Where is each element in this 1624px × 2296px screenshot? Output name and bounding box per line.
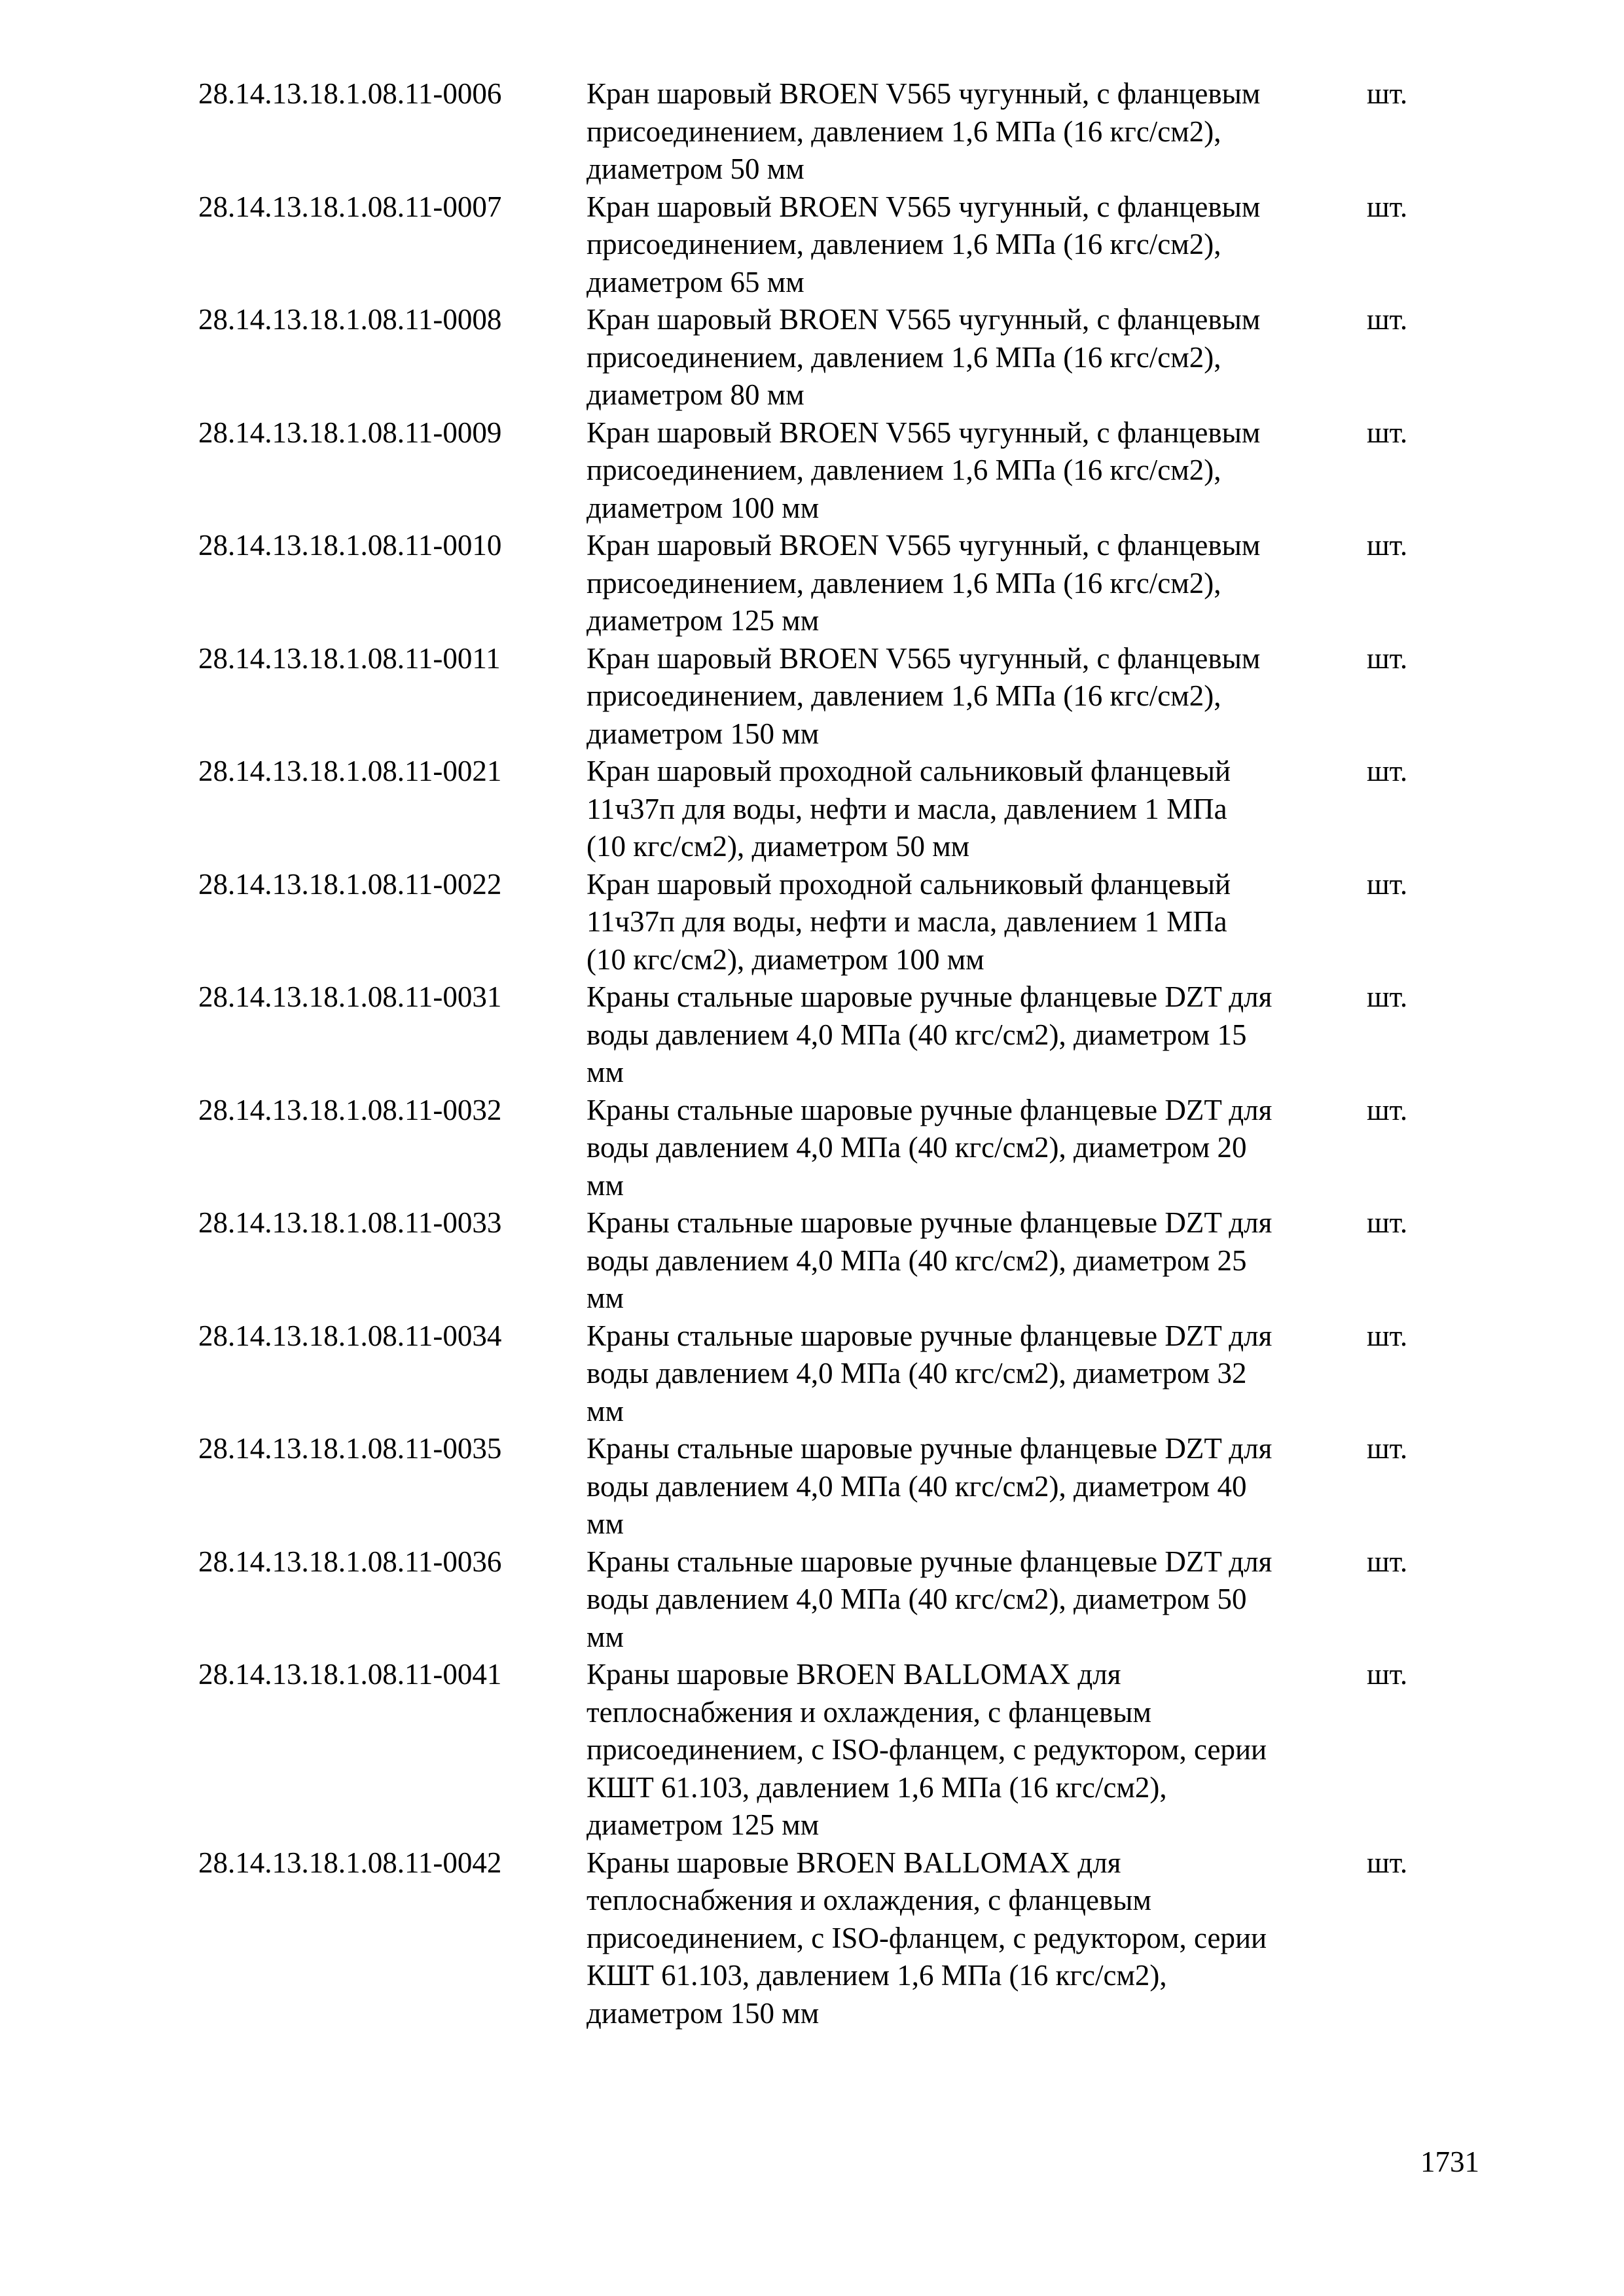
item-description: Краны стальные шаровые ручные фланцевые DZT для воды давлением 4,0 МПа (40 кгс/см2), диаметром 20 мм <box>586 1093 1272 1202</box>
item-unit: шт. <box>1367 1319 1408 1352</box>
item-description: Краны стальные шаровые ручные фланцевые DZT для воды давлением 4,0 МПа (40 кгс/см2), диаметром 40 мм <box>586 1432 1272 1540</box>
item-unit: шт. <box>1367 1658 1408 1691</box>
table-row <box>198 753 1442 866</box>
item-unit: шт. <box>1367 1545 1408 1578</box>
item-description: Краны стальные шаровые ручные фланцевые DZT для воды давлением 4,0 МПа (40 кгс/см2), диаметром 50 мм <box>586 1545 1272 1653</box>
item-description: Кран шаровый проходной сальниковый фланцевый 11ч37п для воды, нефти и масла, давлением 1 МПа (10 кгс/см2), диаметром 100 мм <box>586 867 1231 976</box>
item-unit: шт. <box>1367 416 1408 449</box>
item-unit: шт. <box>1367 1093 1408 1126</box>
item-unit: шт. <box>1367 641 1408 675</box>
item-code: 28.14.13.18.1.08.11-0033 <box>198 1206 502 1239</box>
item-unit: шт. <box>1367 1206 1408 1239</box>
table-row <box>198 1318 1442 1431</box>
item-description: Кран шаровый BROEN V565 чугунный, с фланцевым присоединением, давлением 1,6 МПа (16 кгс/см2), диаметром 80 мм <box>586 303 1261 411</box>
item-unit: шт. <box>1367 1432 1408 1465</box>
item-code: 28.14.13.18.1.08.11-0022 <box>198 867 502 901</box>
item-unit: шт. <box>1367 190 1408 223</box>
item-code: 28.14.13.18.1.08.11-0006 <box>198 77 502 110</box>
item-unit: шт. <box>1367 529 1408 562</box>
table-row <box>198 978 1442 1092</box>
item-code: 28.14.13.18.1.08.11-0007 <box>198 190 502 223</box>
item-code: 28.14.13.18.1.08.11-0021 <box>198 755 502 787</box>
item-code: 28.14.13.18.1.08.11-0009 <box>198 416 502 449</box>
item-unit: шт. <box>1367 867 1408 901</box>
item-code: 28.14.13.18.1.08.11-0036 <box>198 1545 502 1578</box>
table-row <box>198 1543 1442 1657</box>
page-number: 1731 <box>1420 2145 1479 2178</box>
table-row <box>198 188 1442 302</box>
table-row <box>198 301 1442 414</box>
item-code: 28.14.13.18.1.08.11-0031 <box>198 980 502 1013</box>
item-code: 28.14.13.18.1.08.11-0008 <box>198 303 502 336</box>
item-description: Краны стальные шаровые ручные фланцевые DZT для воды давлением 4,0 МПа (40 кгс/см2), диаметром 15 мм <box>586 980 1272 1088</box>
table-row <box>198 1844 1442 2033</box>
item-code: 28.14.13.18.1.08.11-0042 <box>198 1846 502 1879</box>
item-description: Кран шаровый BROEN V565 чугунный, с фланцевым присоединением, давлением 1,6 МПа (16 кгс/см2), диаметром 150 мм <box>586 641 1261 750</box>
item-code: 28.14.13.18.1.08.11-0035 <box>198 1432 502 1465</box>
item-unit: шт. <box>1367 303 1408 336</box>
item-code: 28.14.13.18.1.08.11-0034 <box>198 1319 502 1352</box>
item-code: 28.14.13.18.1.08.11-0041 <box>198 1658 502 1691</box>
item-description: Кран шаровый BROEN V565 чугунный, с фланцевым присоединением, давлением 1,6 МПа (16 кгс/см2), диаметром 100 мм <box>586 416 1261 524</box>
item-description: Краны стальные шаровые ручные фланцевые DZT для воды давлением 4,0 МПа (40 кгс/см2), диаметром 25 мм <box>586 1206 1272 1314</box>
item-unit: шт. <box>1367 77 1408 110</box>
item-description: Краны шаровые BROEN BALLOMAX для теплоснабжения и охлаждения, с фланцевым присоединением, с ISO-фланцем, с редуктором, серии КШТ 61.103, давлением 1,6 МПа (16 кгс/см2), диаметром 150 мм <box>586 1846 1267 2030</box>
price-list-table <box>198 75 1442 2032</box>
item-code: 28.14.13.18.1.08.11-0011 <box>198 641 501 675</box>
item-description: Кран шаровый проходной сальниковый фланцевый 11ч37п для воды, нефти и масла, давлением 1 МПа (10 кгс/см2), диаметром 50 мм <box>586 755 1231 863</box>
table-row <box>198 414 1442 528</box>
item-description: Кран шаровый BROEN V565 чугунный, с фланцевым присоединением, давлением 1,6 МПа (16 кгс/см2), диаметром 125 мм <box>586 529 1261 637</box>
table-row <box>198 640 1442 753</box>
table-row <box>198 1430 1442 1543</box>
table-row <box>198 1204 1442 1318</box>
item-description: Краны стальные шаровые ручные фланцевые DZT для воды давлением 4,0 МПа (40 кгс/см2), диаметром 32 мм <box>586 1319 1272 1427</box>
item-unit: шт. <box>1367 1846 1408 1879</box>
item-description: Кран шаровый BROEN V565 чугунный, с фланцевым присоединением, давлением 1,6 МПа (16 кгс/см2), диаметром 65 мм <box>586 190 1261 298</box>
table-row <box>198 527 1442 640</box>
item-description: Кран шаровый BROEN V565 чугунный, с фланцевым присоединением, давлением 1,6 МПа (16 кгс/см2), диаметром 50 мм <box>586 77 1261 185</box>
table-row <box>198 1092 1442 1205</box>
table-row <box>198 866 1442 979</box>
item-unit: шт. <box>1367 755 1408 787</box>
table-row <box>198 75 1442 188</box>
item-code: 28.14.13.18.1.08.11-0032 <box>198 1093 502 1126</box>
table-row <box>198 1656 1442 1844</box>
item-unit: шт. <box>1367 980 1408 1013</box>
item-code: 28.14.13.18.1.08.11-0010 <box>198 529 502 562</box>
item-description: Краны шаровые BROEN BALLOMAX для теплоснабжения и охлаждения, с фланцевым присоединением, с ISO-фланцем, с редуктором, серии КШТ 61.103, давлением 1,6 МПа (16 кгс/см2), диаметром 125 мм <box>586 1658 1267 1841</box>
